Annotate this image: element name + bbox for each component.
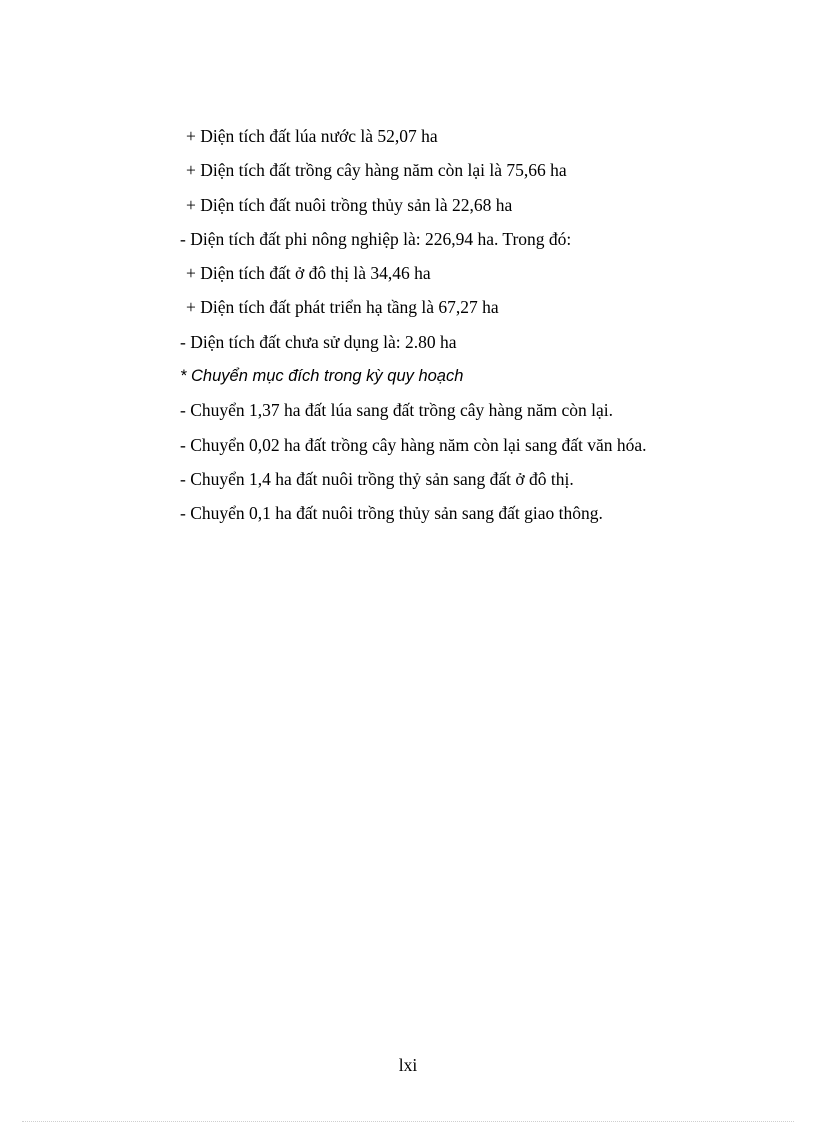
page-number: lxi [398, 1055, 418, 1075]
text-line: + Diện tích đất phát triển hạ tầng là 67,27 ha [186, 297, 499, 318]
text-line: + Diện tích đất trồng cây hàng năm còn lại là 75,66 ha [186, 160, 567, 181]
page-bottom-divider [22, 1121, 794, 1122]
text-line: - Chuyển 1,37 ha đất lúa sang đất trồng cây hàng năm còn lại. [180, 400, 614, 421]
text-line: - Chuyển 0,02 ha đất trồng cây hàng năm còn lại sang đất văn hóa. [180, 434, 647, 455]
section-heading: * Chuyển mục đích trong kỳ quy hoạch [180, 367, 464, 386]
text-line: + Diện tích đất nuôi trồng thủy sản là 22,68 ha [186, 194, 513, 215]
text-line: - Chuyển 0,1 ha đất nuôi trồng thủy sản sang đất giao thông. [180, 503, 603, 524]
text-line: + Diện tích đất lúa nước là 52,07 ha [186, 126, 438, 146]
text-line: + Diện tích đất ở đô thị là 34,46 ha [186, 263, 431, 284]
document-body [180, 119, 740, 531]
text-line: - Chuyển 1,4 ha đất nuôi trồng thỷ sản sang đất ở đô thị. [180, 468, 574, 489]
text-line: - Diện tích đất phi nông nghiệp là: 226,94 ha. Trong đó: [180, 228, 572, 249]
text-line: - Diện tích đất chưa sử dụng là: 2.80 ha [180, 331, 457, 352]
